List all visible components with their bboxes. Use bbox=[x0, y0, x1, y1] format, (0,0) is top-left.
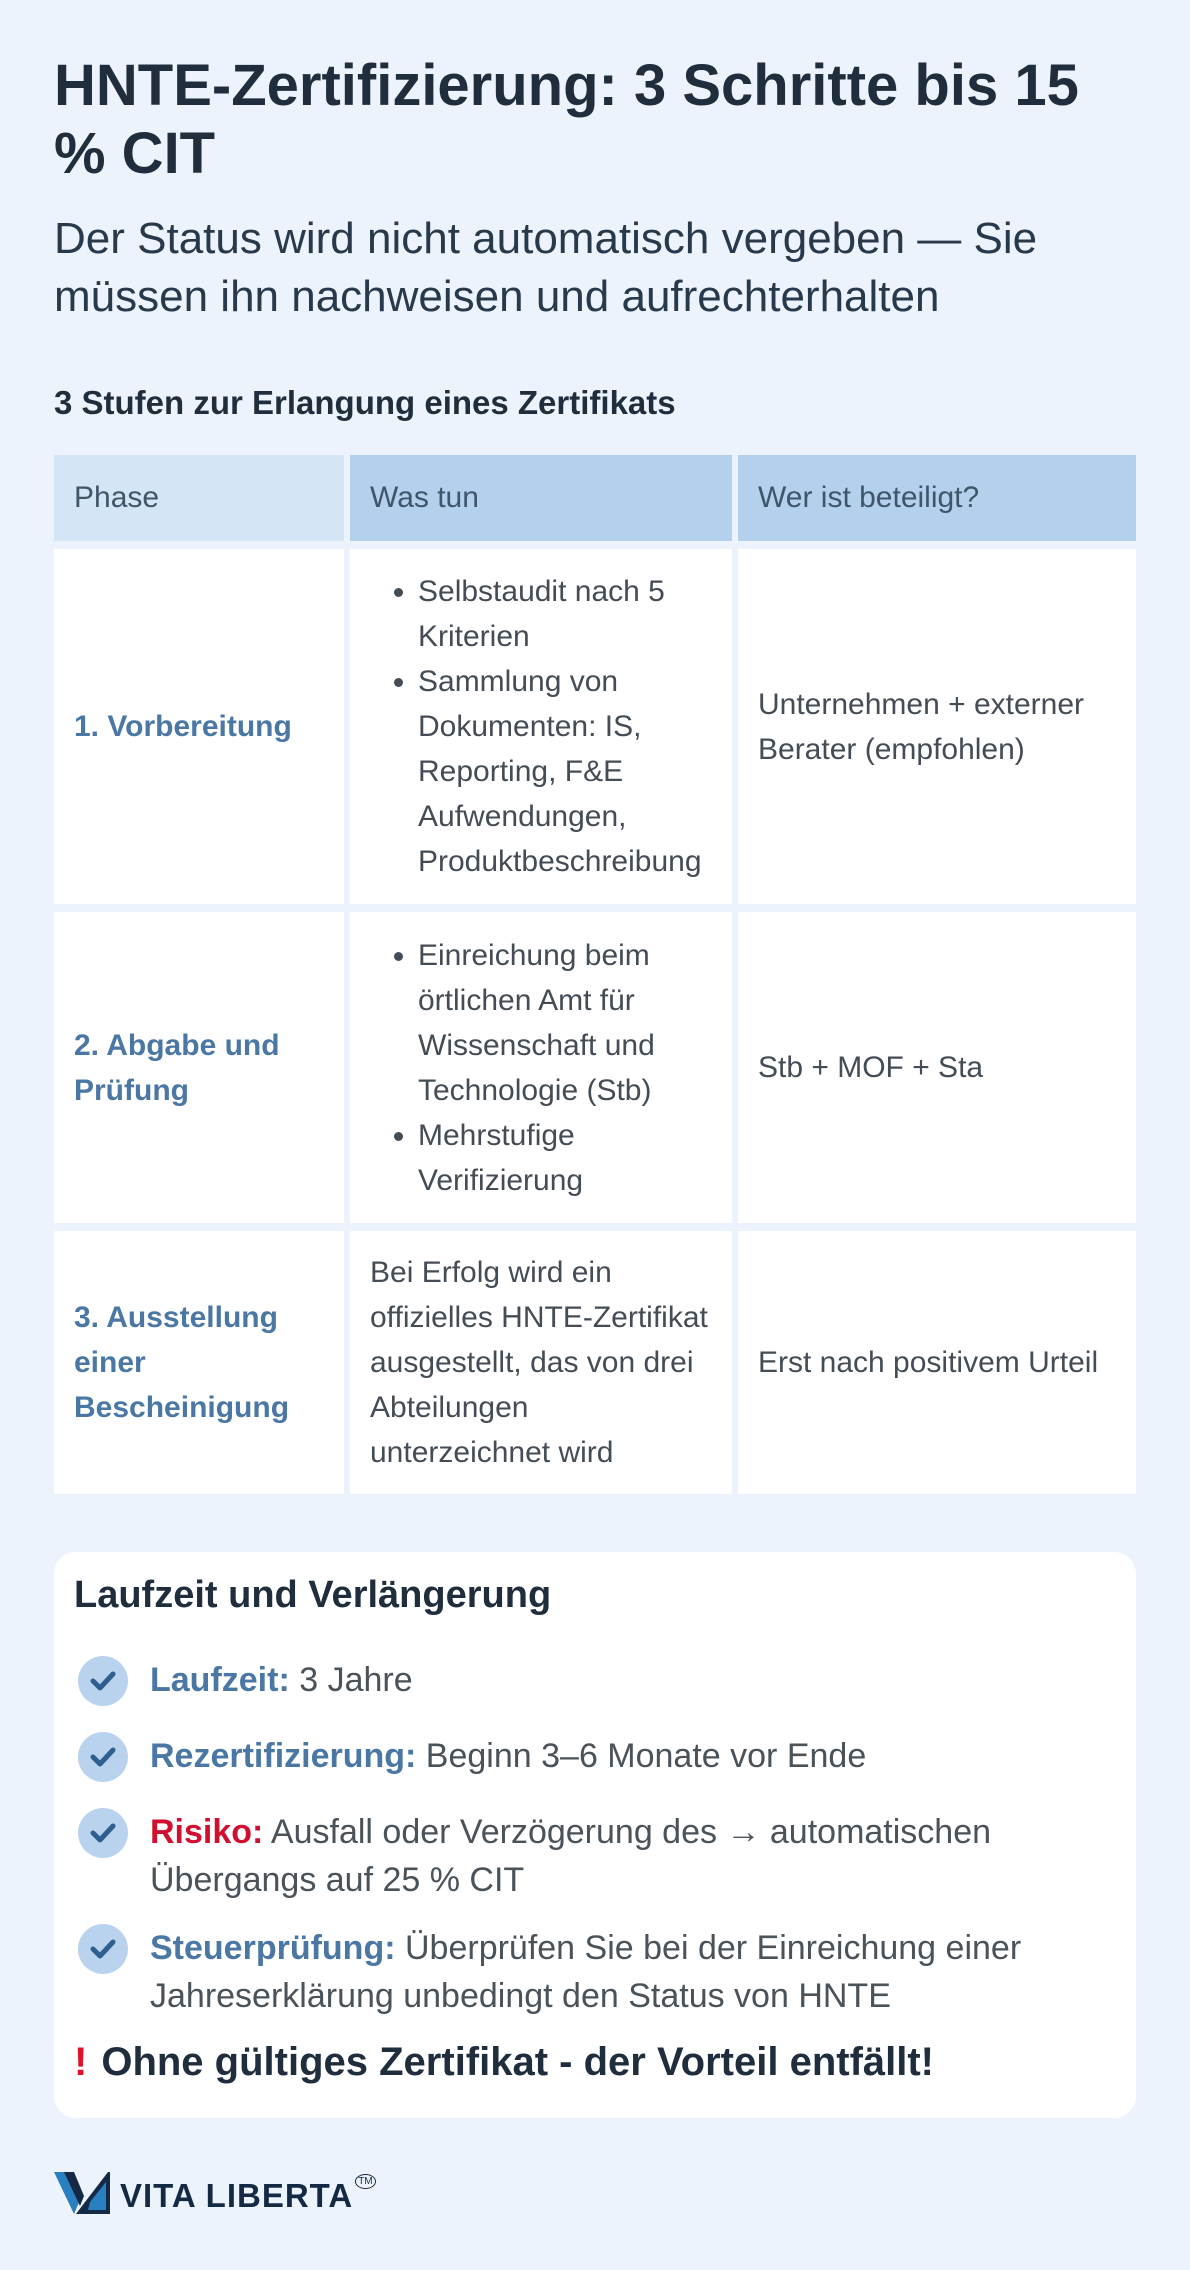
phase-cell: 2. Abgabe und Prüfung bbox=[54, 912, 344, 1223]
exclamation-icon: ! bbox=[74, 2040, 88, 2084]
item-text: Beginn 3–6 Monate vor Ende bbox=[416, 1737, 867, 1775]
list-item bbox=[78, 1656, 1108, 1704]
item-text: Überprüfen Sie bei der Einreichung einer Jahreserklärung unbedingt den Status von HNTE bbox=[150, 1929, 1022, 2015]
action-item: • Einreichung beim örtlichen Amt für Wissenschaft und Technologie (Stb) bbox=[418, 933, 712, 1113]
duration-card bbox=[54, 1552, 1136, 2118]
actions-list bbox=[370, 933, 712, 1203]
steps-table bbox=[54, 455, 1136, 1494]
list-item bbox=[78, 1924, 1108, 2020]
action-item: • Sammlung von Dokumenten: IS, Reporting, F&E Aufwendungen, Produktbeschreibung bbox=[418, 659, 712, 884]
check-icon bbox=[78, 1924, 128, 1974]
column-header-actions: Was tun bbox=[350, 455, 732, 541]
phase-cell: 3. Ausstellung einer Bescheinigung bbox=[54, 1231, 344, 1494]
phase-cell: 1. Vorbereitung bbox=[54, 549, 344, 904]
action-item: • Selbstaudit nach 5 Kriterien bbox=[418, 569, 712, 659]
card-title: Laufzeit und Verlängerung bbox=[74, 1574, 552, 1616]
item-text: Ausfall oder Verzögerung des → automatischen Übergangs auf 25 % CIT bbox=[150, 1813, 992, 1899]
item-label: Steuerprüfung: bbox=[150, 1929, 396, 1967]
item-text: 3 Jahre bbox=[289, 1661, 413, 1699]
item-label: Laufzeit: bbox=[150, 1661, 290, 1699]
page-title: HNTE-Zertifizierung: 3 Schritte bis 15 % CIT bbox=[54, 53, 1079, 186]
warning-message bbox=[74, 2040, 934, 2085]
check-icon bbox=[78, 1732, 128, 1782]
actions-cell: Bei Erfolg wird ein offizielles HNTE-Zertifikat ausgestellt, das von drei Abteilungen unterzeichnet wird bbox=[350, 1231, 732, 1494]
logo-text: VITA LIBERTA bbox=[120, 2176, 354, 2214]
brand-logo bbox=[54, 2172, 376, 2219]
participants-cell: Unternehmen + externer Berater (empfohlen) bbox=[738, 549, 1136, 904]
column-header-participants: Wer ist beteiligt? bbox=[738, 455, 1136, 541]
actions-cell bbox=[350, 912, 732, 1223]
logo-mark-icon bbox=[54, 2172, 110, 2219]
check-icon bbox=[78, 1808, 128, 1858]
check-icon bbox=[78, 1656, 128, 1706]
participants-cell: Stb + MOF + Sta bbox=[738, 912, 1136, 1223]
list-item bbox=[78, 1732, 1108, 1780]
warning-text: Ohne gültiges Zertifikat - der Vorteil entfällt! bbox=[101, 2040, 935, 2084]
actions-list bbox=[370, 569, 712, 884]
risk-label: Risiko: bbox=[150, 1813, 264, 1851]
table-heading: 3 Stufen zur Erlangung eines Zertifikats bbox=[54, 384, 676, 421]
participants-cell: Erst nach positivem Urteil bbox=[738, 1231, 1136, 1494]
action-item: • Mehrstufige Verifizierung bbox=[418, 1113, 712, 1203]
list-item bbox=[78, 1808, 1108, 1904]
item-label: Rezertifizierung: bbox=[150, 1737, 417, 1775]
trademark-mark: TM bbox=[355, 2174, 375, 2189]
actions-cell bbox=[350, 549, 732, 904]
column-header-phase: Phase bbox=[54, 455, 344, 541]
page-subtitle: Der Status wird nicht automatisch vergeben — Sie müssen ihn nachweisen und aufrechterhalten bbox=[54, 214, 1038, 321]
